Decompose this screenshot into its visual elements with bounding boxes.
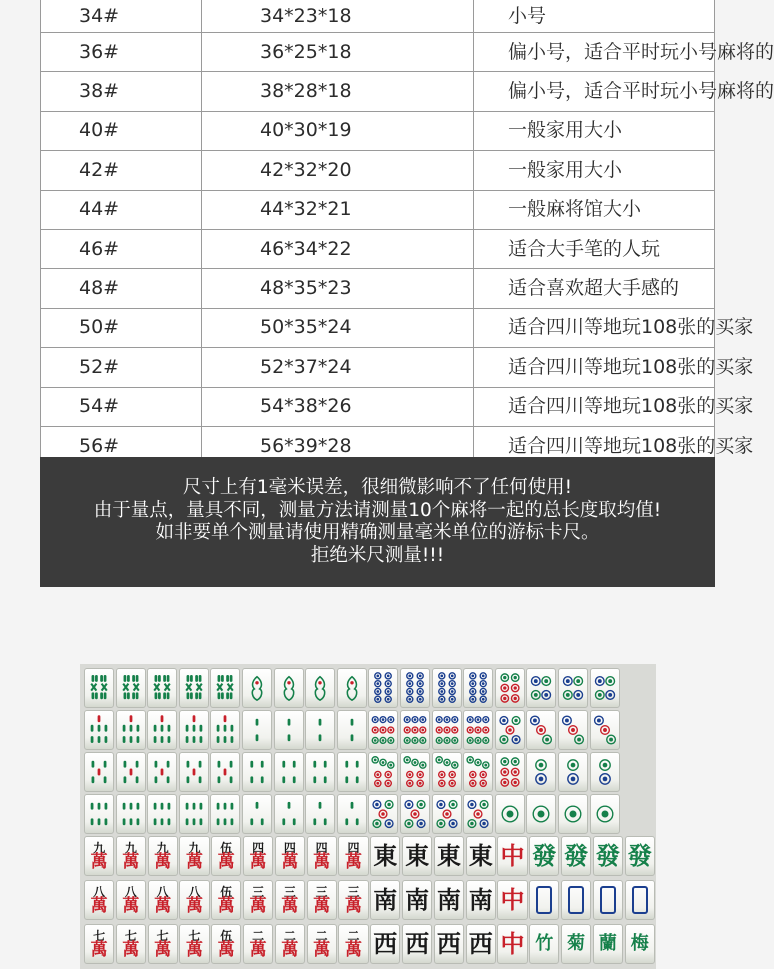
notice-line-3: 如非要单个测量请使用精确测量毫米单位的游标卡尺。: [155, 522, 600, 543]
dimensions-cell: 52*37*24: [202, 348, 474, 387]
usage-note-cell: 适合四川等地玩108张的买家: [474, 387, 715, 426]
size-code-cell: 46#: [41, 229, 202, 268]
mahjong-tile-flower-icon: 菊: [561, 924, 591, 964]
mahjong-tile-west-icon: 西: [466, 924, 496, 964]
notice-line-1: 尺寸上有1毫米误差，很细微影响不了任何使用!: [182, 477, 573, 498]
dimensions-cell: 54*38*26: [202, 387, 474, 426]
mahjong-tile-dots-icon: [495, 794, 525, 834]
mahjong-tile-bamboo-icon: [210, 668, 240, 708]
mahjong-tile-character-icon: 四 萬: [275, 836, 305, 876]
mahjong-tile-dots-icon: [463, 794, 493, 834]
mahjong-tile-dots-icon: [463, 752, 493, 792]
size-code-cell: 52#: [41, 348, 202, 387]
mahjong-tile-character-icon: 七 萬: [148, 924, 178, 964]
dimensions-cell: 44*32*21: [202, 190, 474, 229]
mahjong-tile-dots-icon: [463, 668, 493, 708]
mahjong-tile-dots-icon: [526, 752, 556, 792]
mahjong-tile-bamboo-icon: [84, 710, 114, 750]
usage-note-cell: 偏小号，适合平时玩小号麻将的: [474, 33, 715, 72]
mahjong-tile-bamboo-icon: [179, 752, 209, 792]
mahjong-tile-dots-icon: [463, 710, 493, 750]
mahjong-tile-character-icon: 九 萬: [116, 836, 146, 876]
mahjong-tile-character-icon: 二 萬: [307, 924, 337, 964]
mahjong-tile-bamboo-icon: [242, 668, 272, 708]
mahjong-tile-bamboo-icon: [274, 794, 304, 834]
mahjong-tile-bamboo-icon: [242, 710, 272, 750]
mahjong-tile-dots-icon: [526, 794, 556, 834]
mahjong-tile-south-icon: 南: [434, 880, 464, 920]
mahjong-tile-dots-icon: [558, 794, 588, 834]
size-code-cell: 56#: [41, 426, 202, 465]
mahjong-tile-dots-icon: [368, 668, 398, 708]
mahjong-tile-dots-icon: [558, 710, 588, 750]
mahjong-tile-bamboo-icon: [274, 668, 304, 708]
dimensions-cell: 48*35*23: [202, 269, 474, 308]
mahjong-tile-dots-icon: [495, 710, 525, 750]
size-code-cell: 38#: [41, 72, 202, 111]
dimensions-cell: 38*28*18: [202, 72, 474, 111]
mahjong-tile-bamboo-icon: [337, 710, 367, 750]
usage-note-cell: 小号: [474, 0, 715, 33]
mahjong-tile-dots-icon: [400, 710, 430, 750]
mahjong-tile-white-dragon-icon: [625, 880, 655, 920]
mahjong-tile-dots-icon: [432, 710, 462, 750]
size-row: [41, 72, 715, 111]
mahjong-tile-dots-icon: [400, 794, 430, 834]
usage-note-cell: 适合大手笔的人玩: [474, 229, 715, 268]
mahjong-tile-bamboo-icon: [305, 794, 335, 834]
mahjong-tile-east-icon: 東: [402, 836, 432, 876]
usage-note-cell: 一般家用大小: [474, 111, 715, 150]
dimensions-cell: 40*30*19: [202, 111, 474, 150]
mahjong-tile-west-icon: 西: [370, 924, 400, 964]
mahjong-tile-bamboo-icon: [84, 752, 114, 792]
mahjong-tile-west-icon: 西: [402, 924, 432, 964]
mahjong-tile-character-icon: 九 萬: [148, 836, 178, 876]
mahjong-tile-south-icon: 南: [466, 880, 496, 920]
dimensions-cell: 36*25*18: [202, 33, 474, 72]
size-code-cell: 36#: [41, 33, 202, 72]
mahjong-tile-character-icon: 三 萬: [275, 880, 305, 920]
mahjong-tile-bamboo-icon: [84, 668, 114, 708]
mahjong-tile-character-icon: 八 萬: [84, 880, 114, 920]
mahjong-tile-bamboo-icon: [84, 794, 114, 834]
mahjong-tile-green-dragon-icon: 發: [529, 836, 559, 876]
mahjong-tile-character-icon: 八 萬: [116, 880, 146, 920]
mahjong-tile-white-dragon-icon: [561, 880, 591, 920]
mahjong-tile-bamboo-icon: [305, 668, 335, 708]
size-code-cell: 54#: [41, 387, 202, 426]
mahjong-tile-bamboo-icon: [147, 752, 177, 792]
size-row: [41, 0, 715, 33]
mahjong-tile-bamboo-icon: [147, 710, 177, 750]
mahjong-tile-character-icon: 七 萬: [84, 924, 114, 964]
mahjong-tile-character-icon: 三 萬: [243, 880, 273, 920]
mahjong-tile-bamboo-icon: [242, 752, 272, 792]
usage-note-cell: 适合四川等地玩108张的买家: [474, 308, 715, 347]
mahjong-tile-east-icon: 東: [466, 836, 496, 876]
mahjong-tile-bamboo-icon: [210, 752, 240, 792]
usage-note-cell: 适合喜欢超大手感的: [474, 269, 715, 308]
mahjong-tile-character-icon: 七 萬: [116, 924, 146, 964]
mahjong-tile-red-dragon-icon: 中: [497, 924, 527, 964]
mahjong-tile-bamboo-icon: [147, 668, 177, 708]
mahjong-tile-dots-icon: [495, 752, 525, 792]
mahjong-tile-dots-icon: [526, 668, 556, 708]
mahjong-tile-character-icon: 四 萬: [307, 836, 337, 876]
size-row: [41, 308, 715, 347]
mahjong-tile-green-dragon-icon: 發: [561, 836, 591, 876]
mahjong-tile-dots-icon: [432, 752, 462, 792]
mahjong-tile-bamboo-icon: [210, 794, 240, 834]
notice-line-4: 拒绝米尺测量!!!: [310, 544, 445, 566]
mahjong-tile-character-icon: 二 萬: [243, 924, 273, 964]
mahjong-tile-bamboo-icon: [116, 710, 146, 750]
size-code-cell: 48#: [41, 269, 202, 308]
dimensions-cell: 56*39*28: [202, 426, 474, 465]
mahjong-tile-bamboo-icon: [274, 752, 304, 792]
mahjong-tile-character-icon: 二 萬: [275, 924, 305, 964]
dimensions-cell: 34*23*18: [202, 0, 474, 33]
size-row: [41, 387, 715, 426]
mahjong-tile-character-icon: 九 萬: [179, 836, 209, 876]
mahjong-tile-bamboo-icon: [116, 752, 146, 792]
mahjong-tile-south-icon: 南: [402, 880, 432, 920]
mahjong-tile-dots-icon: [400, 752, 430, 792]
mahjong-tile-dots-icon: [526, 710, 556, 750]
mahjong-tile-character-icon: 七 萬: [179, 924, 209, 964]
usage-note-cell: 一般麻将馆大小: [474, 190, 715, 229]
mahjong-tile-dots-icon: [590, 710, 620, 750]
mahjong-tile-character-icon: 二 萬: [338, 924, 368, 964]
mahjong-tile-character-icon: 八 萬: [148, 880, 178, 920]
mahjong-tile-dots-icon: [368, 710, 398, 750]
size-code-cell: 42#: [41, 151, 202, 190]
mahjong-tile-bamboo-icon: [337, 668, 367, 708]
size-code-cell: 40#: [41, 111, 202, 150]
mahjong-tile-character-icon: 三 萬: [338, 880, 368, 920]
mahjong-tile-character-icon: 伍 萬: [211, 880, 241, 920]
size-row: [41, 269, 715, 308]
mahjong-tile-bamboo-icon: [116, 794, 146, 834]
mahjong-tile-bamboo-icon: [242, 794, 272, 834]
mahjong-tile-east-icon: 東: [434, 836, 464, 876]
dimensions-cell: 42*32*20: [202, 151, 474, 190]
mahjong-tile-bamboo-icon: [337, 752, 367, 792]
size-row: [41, 151, 715, 190]
usage-note-cell: 适合四川等地玩108张的买家: [474, 348, 715, 387]
mahjong-tile-dots-icon: [368, 794, 398, 834]
mahjong-tile-dots-icon: [558, 668, 588, 708]
mahjong-tiles-photo: [80, 664, 656, 969]
mahjong-tile-bamboo-icon: [305, 752, 335, 792]
size-row: [41, 33, 715, 72]
mahjong-tile-red-dragon-icon: 中: [497, 836, 527, 876]
mahjong-tile-south-icon: 南: [370, 880, 400, 920]
mahjong-tile-east-icon: 東: [370, 836, 400, 876]
size-row: [41, 190, 715, 229]
usage-note-cell: 适合四川等地玩108张的买家: [474, 426, 715, 465]
mahjong-tile-bamboo-icon: [116, 668, 146, 708]
mahjong-tile-dots-icon: [590, 752, 620, 792]
size-row: [41, 348, 715, 387]
mahjong-tile-flower-icon: 竹: [529, 924, 559, 964]
mahjong-tile-dots-icon: [590, 794, 620, 834]
mahjong-tile-white-dragon-icon: [529, 880, 559, 920]
mahjong-tile-character-icon: 四 萬: [338, 836, 368, 876]
size-code-cell: 44#: [41, 190, 202, 229]
mahjong-tile-bamboo-icon: [179, 794, 209, 834]
mahjong-tile-character-icon: 九 萬: [84, 836, 114, 876]
size-row: [41, 111, 715, 150]
mahjong-tile-green-dragon-icon: 發: [593, 836, 623, 876]
mahjong-tile-white-dragon-icon: [593, 880, 623, 920]
mahjong-tile-character-icon: 伍 萬: [211, 836, 241, 876]
mahjong-tile-dots-icon: [368, 752, 398, 792]
mahjong-tile-character-icon: 八 萬: [179, 880, 209, 920]
mahjong-tile-flower-icon: 蘭: [593, 924, 623, 964]
mahjong-tile-dots-icon: [590, 668, 620, 708]
mahjong-tile-bamboo-icon: [147, 794, 177, 834]
measurement-notice: [40, 457, 715, 587]
usage-note-cell: 一般家用大小: [474, 151, 715, 190]
mahjong-tile-dots-icon: [400, 668, 430, 708]
mahjong-tile-bamboo-icon: [179, 668, 209, 708]
size-row: [41, 229, 715, 268]
mahjong-tile-character-icon: 伍 萬: [211, 924, 241, 964]
notice-line-2: 由于量点，量具不同，测量方法请测量10个麻将一起的总长度取均值!: [93, 499, 662, 521]
usage-note-cell: 偏小号，适合平时玩小号麻将的: [474, 72, 715, 111]
dimensions-cell: 46*34*22: [202, 229, 474, 268]
size-code-cell: 34#: [41, 0, 202, 33]
size-code-cell: 50#: [41, 308, 202, 347]
size-table: [40, 0, 774, 466]
mahjong-tile-dots-icon: [432, 668, 462, 708]
mahjong-tile-dots-icon: [432, 794, 462, 834]
dimensions-cell: 50*35*24: [202, 308, 474, 347]
mahjong-tile-flower-icon: 梅: [625, 924, 655, 964]
mahjong-tile-west-icon: 西: [434, 924, 464, 964]
mahjong-tile-bamboo-icon: [337, 794, 367, 834]
mahjong-tile-character-icon: 三 萬: [307, 880, 337, 920]
mahjong-tile-character-icon: 四 萬: [243, 836, 273, 876]
mahjong-tile-green-dragon-icon: 發: [625, 836, 655, 876]
mahjong-tile-bamboo-icon: [305, 710, 335, 750]
mahjong-tile-bamboo-icon: [179, 710, 209, 750]
mahjong-tile-dots-icon: [495, 668, 525, 708]
mahjong-tile-red-dragon-icon: 中: [497, 880, 527, 920]
mahjong-tile-dots-icon: [558, 752, 588, 792]
mahjong-tile-bamboo-icon: [210, 710, 240, 750]
mahjong-tile-bamboo-icon: [274, 710, 304, 750]
